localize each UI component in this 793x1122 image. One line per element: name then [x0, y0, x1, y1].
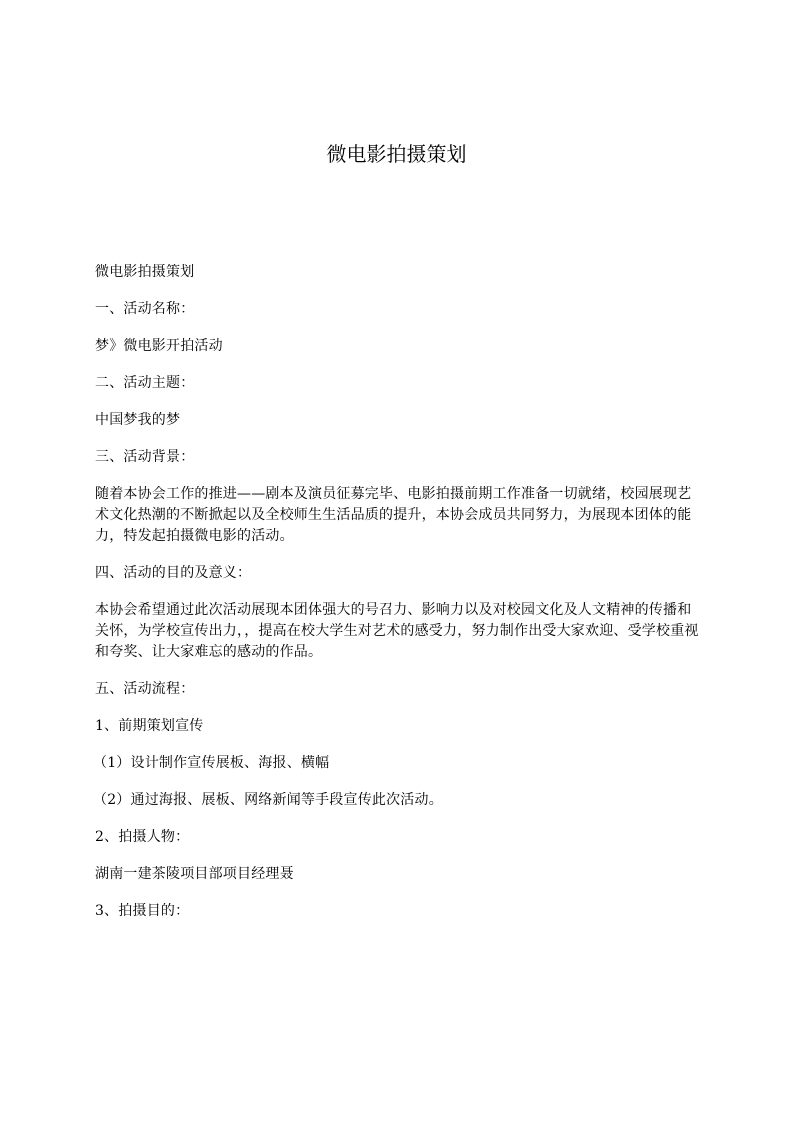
paragraph-shooting-purpose-heading: 3、拍摄目的： [95, 903, 190, 919]
document-body [95, 262, 699, 938]
paragraph-process-item-2: （2）通过海报、展板、网络新闻等手段宣传此次活动。 [93, 792, 443, 808]
section-heading-process: 五、活动流程： [95, 681, 195, 697]
paragraph-shooting-people: 湖南一建茶陵项目部项目经理聂 [95, 866, 294, 882]
document-title: 微电影拍摄策划 [326, 142, 467, 166]
section-heading-activity-theme: 二、活动主题： [95, 375, 195, 391]
paragraph-activity-name: 梦》微电影开拍活动 [95, 338, 223, 354]
paragraph-activity-theme: 中国梦我的梦 [95, 412, 181, 428]
section-heading-activity-name: 一、活动名称： [95, 301, 195, 317]
paragraph-purpose: 本协会希望通过此次活动展现本团体强大的号召力、影响力以及对校园文化及人文精神的传播和关怀，为学校宣传出力，，提高在校大学生对艺术的感受力，努力制作出受大家欢迎、受学校重视和夸奖、让大家难忘的感动的作品。 [95, 602, 699, 660]
paragraph-shooting-people-heading: 2、拍摄人物： [95, 829, 190, 845]
paragraph-process-item-1: （1）设计制作宣传展板、海报、横幅 [93, 755, 330, 771]
section-heading-activity-background: 三、活动背景： [95, 449, 195, 465]
section-heading-purpose: 四、活动的目的及意义： [95, 565, 252, 581]
paragraph-activity-background: 随着本协会工作的推进——剧本及演员征募完毕、电影拍摄前期工作准备一切就绪，校园展现艺术文化热潮的不断掀起以及全校师生生活品质的提升，本协会成员共同努力，为展现本团体的能力，特发起拍摄微电影的活动。 [95, 486, 692, 544]
paragraph-process-step-1: 1、前期策划宣传 [95, 718, 204, 734]
paragraph-subtitle: 微电影拍摄策划 [95, 264, 195, 280]
